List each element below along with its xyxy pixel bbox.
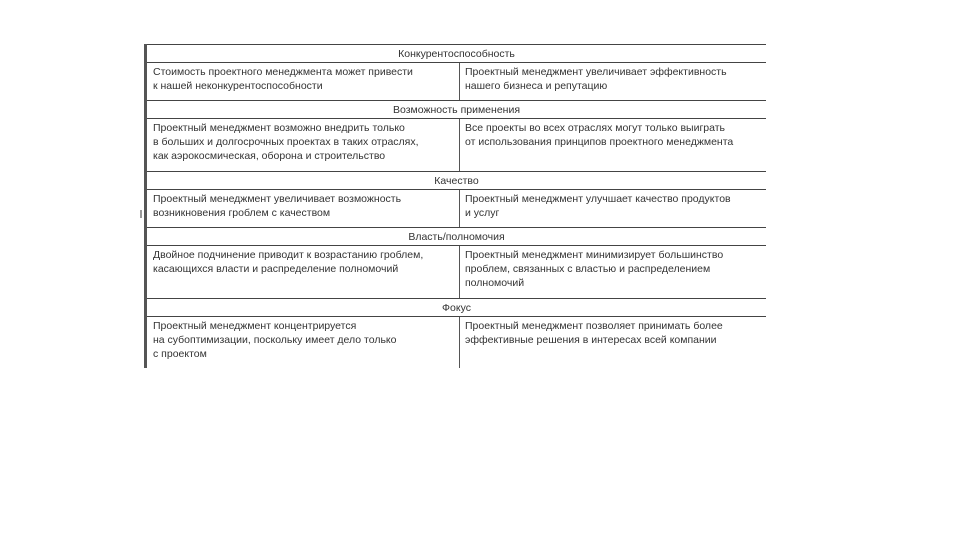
table-row xyxy=(147,63,766,100)
cell-right: Все проекты во всех отраслях могут только выиграть от использования принципов проектного менеджмента xyxy=(465,122,734,148)
section-header-applicability: Возможность применения xyxy=(147,100,766,119)
comparison-table xyxy=(144,44,766,368)
cell-left: Двойное подчинение приводит к возрастанию гроблем, касающихся власти и распределение полномочий xyxy=(153,249,424,275)
column-divider xyxy=(459,119,460,171)
column-divider xyxy=(459,63,460,100)
cell-left: Стоимость проектного менеджмента может привести к нашей неконкурентоспособности xyxy=(153,66,413,92)
section-header-quality: Качество xyxy=(147,171,766,190)
cell-left: Проектный менеджмент увеличивает возможность возникновения гроблем с качеством xyxy=(153,193,402,219)
margin-mark xyxy=(140,210,142,218)
cell-left: Проектный менеджмент концентрируется на субоптимизации, поскольку имеет дело только с проектом xyxy=(153,320,397,360)
cell-right: Проектный менеджмент минимизирует большинство проблем, связанных с властью и распределением полномочий xyxy=(465,249,724,289)
table-row xyxy=(147,246,766,298)
column-divider xyxy=(459,246,460,298)
table-row xyxy=(147,190,766,227)
table-row xyxy=(147,119,766,171)
section-header-competitiveness: Конкурентоспособность xyxy=(147,44,766,63)
cell-right: Проектный менеджмент увеличивает эффективность нашего бизнеса и репутацию xyxy=(465,66,727,92)
column-divider xyxy=(459,317,460,368)
column-divider xyxy=(459,190,460,227)
cell-left: Проектный менеджмент возможно внедрить только в больших и долгосрочных проектах в таких отраслях, как аэрокосмическая, оборона и строительство xyxy=(153,122,419,162)
section-header-authority: Власть/полномочия xyxy=(147,227,766,246)
cell-right: Проектный менеджмент позволяет принимать более эффективные решения в интересах всей компании xyxy=(465,320,723,346)
section-header-focus: Фокус xyxy=(147,298,766,317)
table-row xyxy=(147,317,766,368)
cell-right: Проектный менеджмент улучшает качество продуктов и услуг xyxy=(465,193,731,219)
